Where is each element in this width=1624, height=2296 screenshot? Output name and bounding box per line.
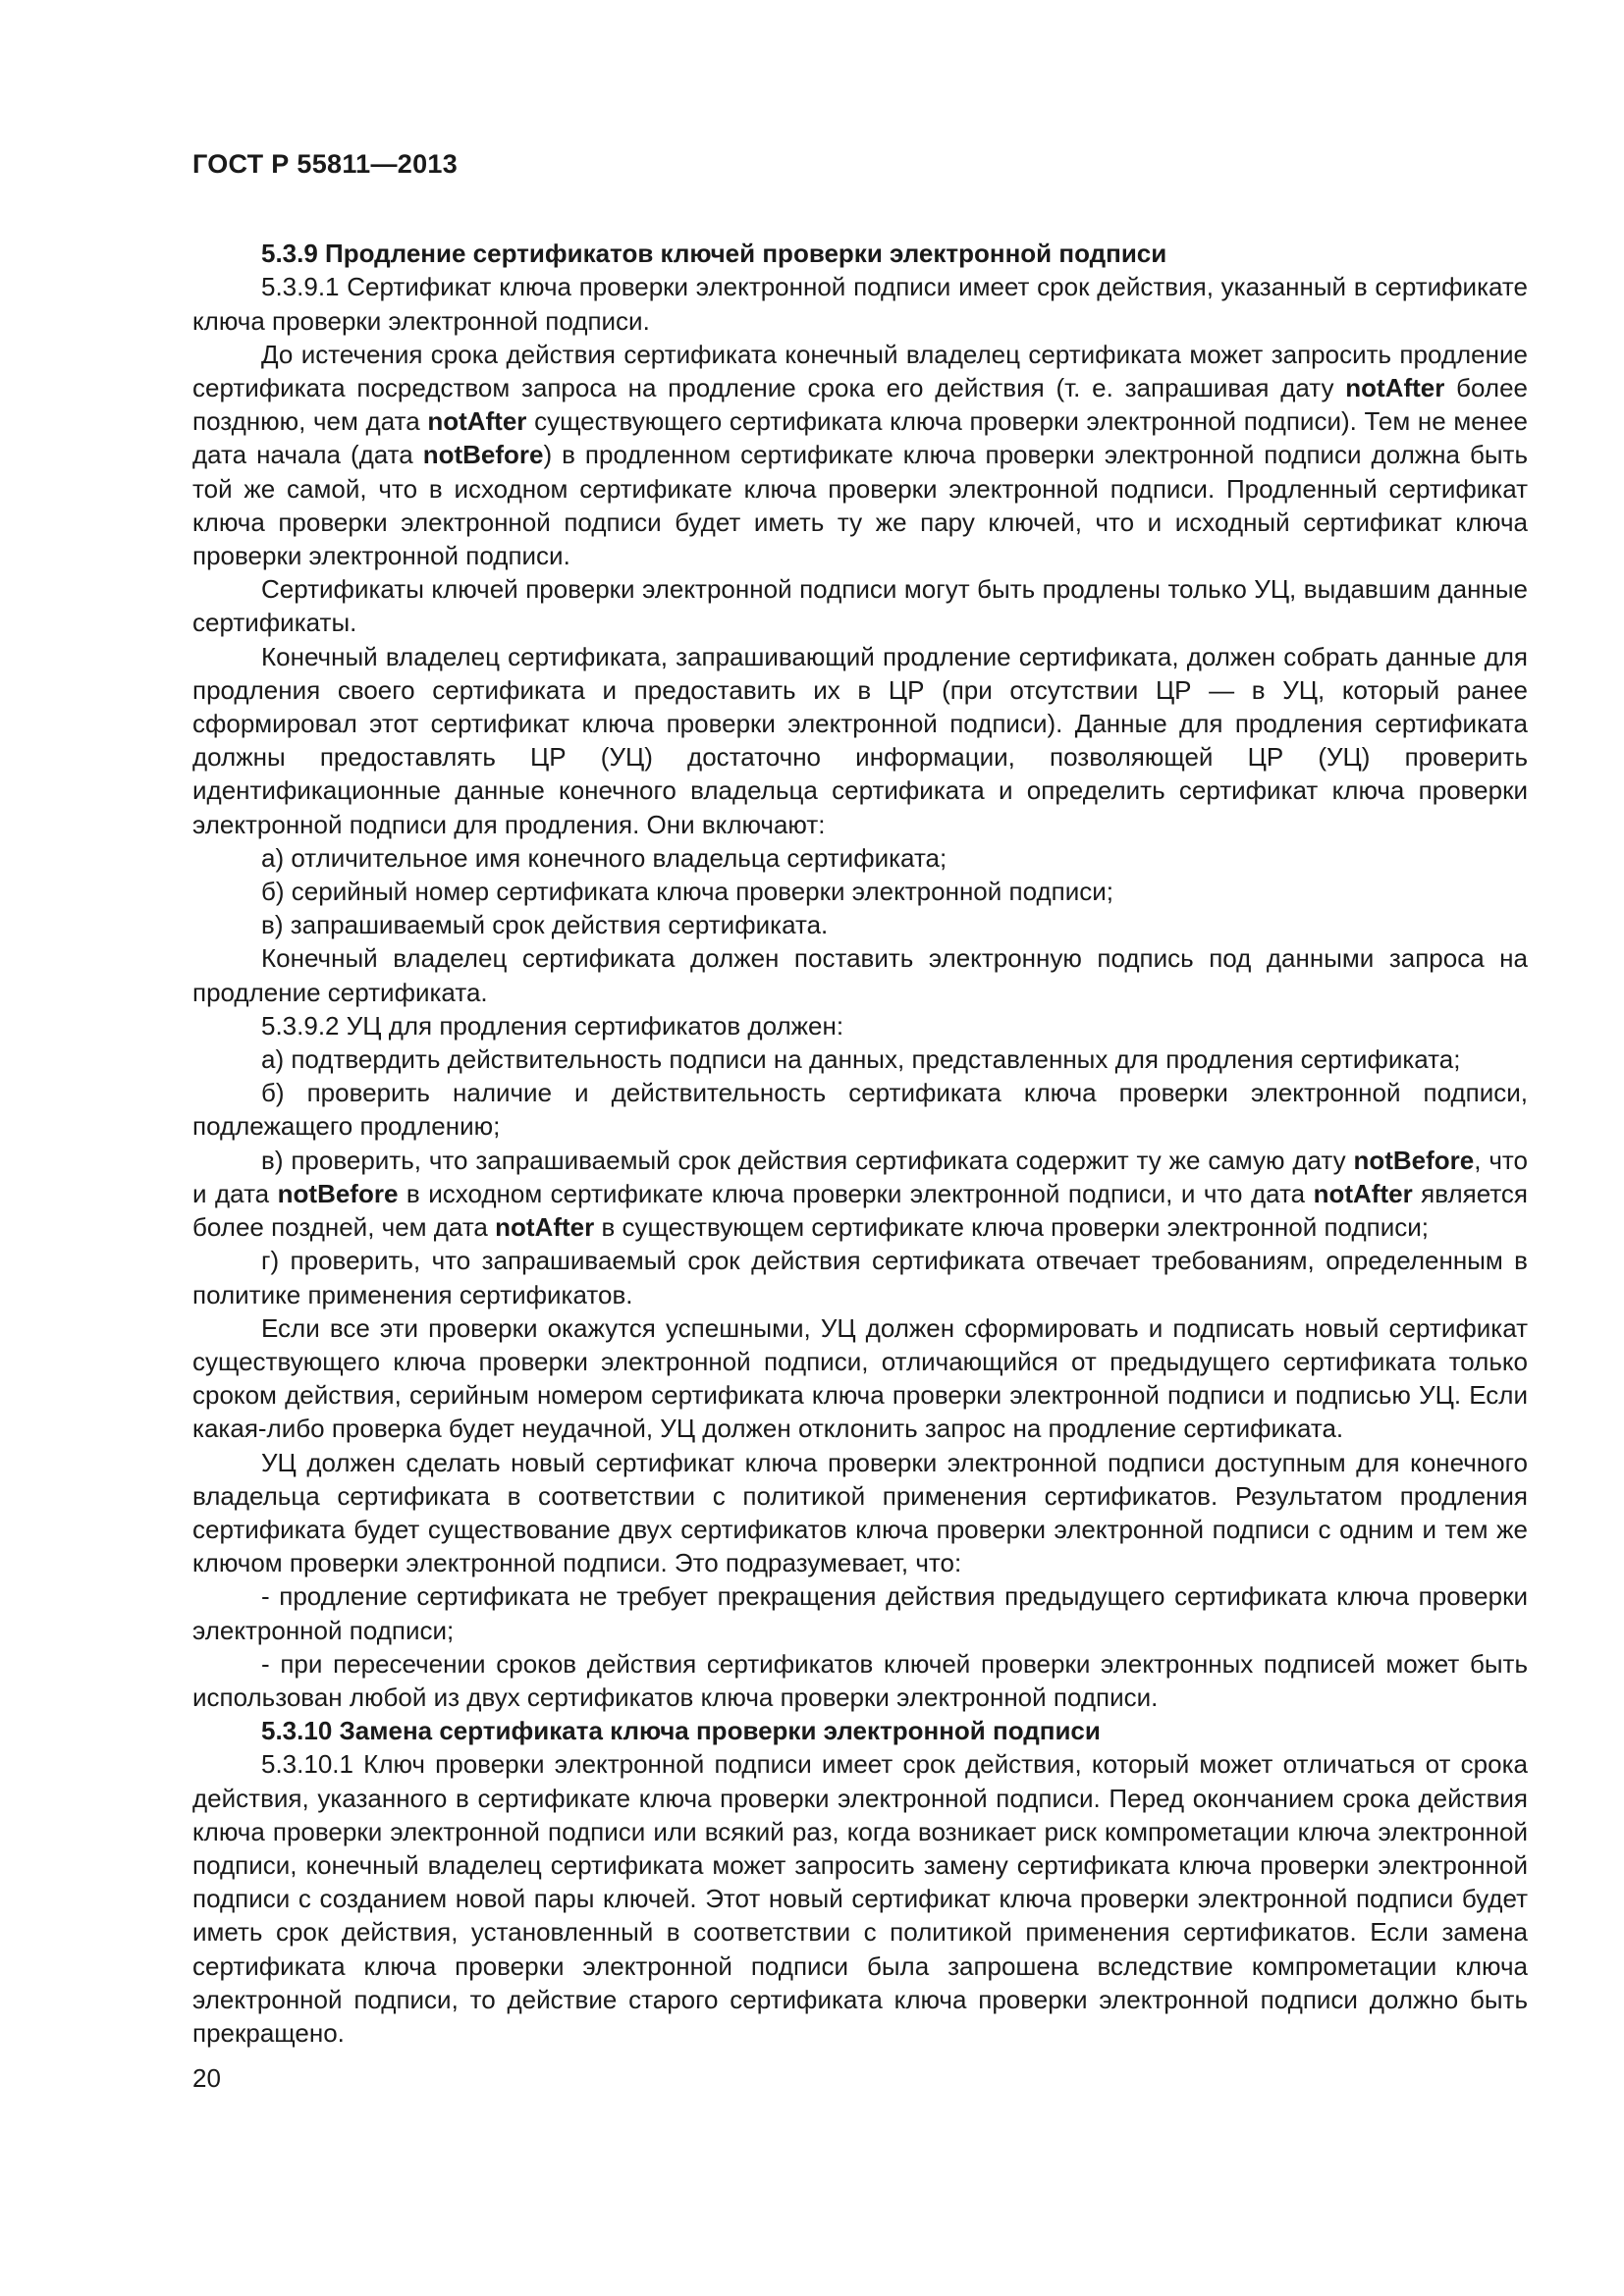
list-item: - продление сертификата не требует прекращения действия предыдущего сертификата ключа проверки электронной подписи; <box>192 1581 1528 1645</box>
paragraph: 5.3.9.2 УЦ для продления сертификатов должен: <box>261 1010 844 1041</box>
paragraph: До истечения срока действия сертификата конечный владелец сертификата может запросить продление сертификата посредством запроса на продление срока его действия (т. е. запрашивая дату notAfter более позднюю, чем дата notAfter существующего сертификата ключа проверки электронной подписи). Тем не менее дата начала (дата notBefore) в продленном сертификате ключа проверки электронной подписи должна быть той же самой, что в исходном сертификате ключа проверки электронной подписи. Продленный сертификат ключа проверки электронной подписи будет иметь ту же пару ключей, что и исходный сертификат ключа проверки электронной подписи. <box>192 339 1528 571</box>
list-item: б) проверить наличие и действительность сертификата ключа проверки электронной подписи, подлежащего продлению; <box>192 1078 1528 1142</box>
section-heading-5-3-9: 5.3.9 Продление сертификатов ключей проверки электронной подписи <box>261 239 1167 269</box>
document-header: ГОСТ Р 55811—2013 <box>192 149 459 179</box>
paragraph: Если все эти проверки окажутся успешными, УЦ должен сформировать и подписать новый сертификат существующего ключа проверки электронной подписи, отличающийся от предыдущего сертификата только сроком действия, серийным номером сертификата ключа проверки электронной подписи и подписью УЦ. Если какая-либо проверка будет неудачной, УЦ должен отклонить запрос на продление сертификата. <box>192 1312 1528 1444</box>
section-heading-5-3-10: 5.3.10 Замена сертификата ключа проверки электронной подписи <box>261 1716 1101 1746</box>
paragraph: 5.3.10.1 Ключ проверки электронной подписи имеет срок действия, который может отличаться от срока действия, указанного в сертификате ключа проверки электронной подписи. Перед окончанием срока действия ключа проверки электронной подписи или всякий раз, когда возникает риск компрометации ключа электронной подписи, конечный владелец сертификата может запросить замену сертификата ключа проверки электронной подписи с созданием новой пары ключей. Этот новый сертификат ключа проверки электронной подписи будет иметь срок действия, установленный в соответствии с политикой применения сертификатов. Если замена сертификата ключа проверки электронной подписи была запрошена вследствие компрометации ключа электронной подписи, то действие старого сертификата ключа проверки электронной подписи должно быть прекращено. <box>192 1749 1528 2048</box>
list-item: б) серийный номер сертификата ключа проверки электронной подписи; <box>261 877 1113 907</box>
paragraph: Сертификаты ключей проверки электронной подписи могут быть продлены только УЦ, выдавшим данные сертификаты. <box>192 574 1528 638</box>
paragraph: 5.3.9.1 Сертификат ключа проверки электронной подписи имеет срок действия, указанный в сертификате ключа проверки электронной подписи. <box>192 272 1528 336</box>
paragraph: УЦ должен сделать новый сертификат ключа проверки электронной подписи доступным для конечного владельца сертификата в соответствии с политикой применения сертификатов. Результатом продления сертификата будет существование двух сертификатов ключа проверки электронной подписи с одним и тем же ключом проверки электронной подписи. Это подразумевает, что: <box>192 1447 1528 1578</box>
list-item: г) проверить, что запрашиваемый срок действия сертификата отвечает требованиям, определенным в политике применения сертификатов. <box>192 1246 1528 1309</box>
list-item: в) проверить, что запрашиваемый срок действия сертификата содержит ту же самую дату notBefore, что и дата notBefore в исходном сертификате ключа проверки электронной подписи, и что дата notAfter является более поздней, чем дата notAfter в существующем сертификате ключа проверки электронной подписи; <box>192 1145 1529 1243</box>
list-item: - при пересечении сроков действия сертификатов ключей проверки электронных подписей может быть использован любой из двух сертификатов ключа проверки электронной подписи. <box>192 1648 1528 1712</box>
page-number: 20 <box>192 2063 221 2094</box>
list-item: а) подтвердить действительность подписи на данных, представленных для продления сертификата; <box>261 1044 1461 1075</box>
paragraph: Конечный владелец сертификата должен поставить электронную подпись под данными запроса на продление сертификата. <box>192 943 1528 1007</box>
list-item: а) отличительное имя конечного владельца сертификата; <box>261 842 947 873</box>
list-item: в) запрашиваемый срок действия сертификата. <box>261 910 829 940</box>
document-page <box>192 147 1528 2095</box>
paragraph: Конечный владелец сертификата, запрашивающий продление сертификата, должен собрать данные для продления своего сертификата и предоставить их в ЦР (при отсутствии ЦР — в УЦ, который ранее сформировал этот сертификат ключа проверки электронной подписи). Данные для продления сертификата должны предоставлять ЦР (УЦ) достаточно информации, позволяющей ЦР (УЦ) проверить идентификационные данные конечного владельца сертификата и определить сертификат ключа проверки электронной подписи для продления. Они включают: <box>192 641 1528 839</box>
